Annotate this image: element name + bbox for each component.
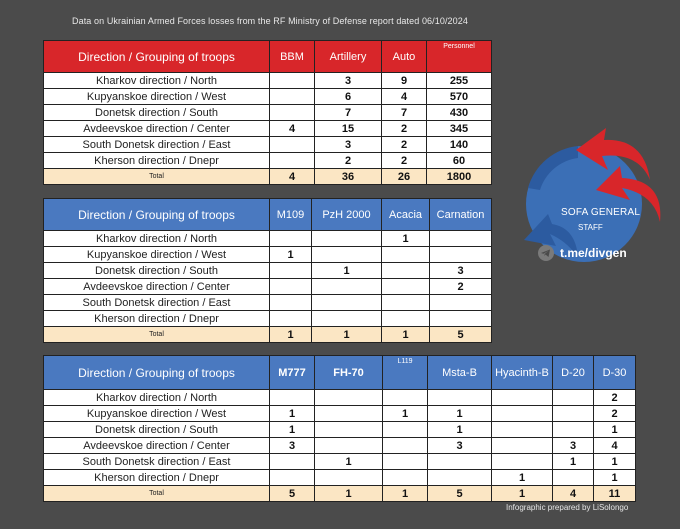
direction-cell: Avdeevskoe direction / Center (44, 121, 270, 137)
direction-cell: Kharkov direction / North (44, 73, 270, 89)
bbm-cell (270, 137, 315, 153)
d30-cell: 2 (594, 406, 636, 422)
direction-cell: Kupyanskoe direction / West (44, 89, 270, 105)
carnation-cell (430, 247, 492, 263)
bbm-cell (270, 73, 315, 89)
artillery-cell: 6 (315, 89, 382, 105)
pzh2000-cell (312, 311, 382, 327)
column-header-artillery: Artillery (315, 41, 382, 73)
m109-cell: 1 (270, 247, 312, 263)
direction-cell: Donetsk direction / South (44, 263, 270, 279)
acacia-cell (382, 263, 430, 279)
personnel-cell: 345 (427, 121, 492, 137)
direction-cell: Avdeevskoe direction / Center (44, 438, 270, 454)
total-label: Total (44, 327, 270, 343)
msta-b-cell (428, 390, 492, 406)
d30-cell: 4 (594, 438, 636, 454)
d30-cell: 1 (594, 454, 636, 470)
fh70-cell (315, 470, 383, 486)
hyacinth-b-cell (492, 454, 553, 470)
table-row (44, 311, 492, 327)
auto-total: 26 (382, 169, 427, 185)
acacia-cell (382, 295, 430, 311)
m109-cell (270, 263, 312, 279)
column-header-fh70: FH-70 (315, 356, 383, 390)
column-header-bbm: BBM (270, 41, 315, 73)
column-header-hyacinth-b: Hyacinth-B (492, 356, 553, 390)
artillery-cell: 3 (315, 73, 382, 89)
column-header-personnel: Personnel (427, 41, 492, 73)
personnel-cell: 570 (427, 89, 492, 105)
table-row (44, 153, 492, 169)
msta-b-cell (428, 470, 492, 486)
direction-cell: Kherson direction / Dnepr (44, 311, 270, 327)
acacia-cell (382, 279, 430, 295)
bbm-cell (270, 105, 315, 121)
d20-cell (553, 422, 594, 438)
table-row (44, 247, 492, 263)
d30-cell: 1 (594, 422, 636, 438)
total-row (44, 486, 636, 502)
carnation-cell: 3 (430, 263, 492, 279)
d20-cell: 3 (553, 438, 594, 454)
column-header-m109: M109 (270, 199, 312, 231)
pzh2000-cell (312, 295, 382, 311)
auto-cell: 2 (382, 121, 427, 137)
table-row (44, 438, 636, 454)
direction-cell: Avdeevskoe direction / Center (44, 279, 270, 295)
carnation-cell: 2 (430, 279, 492, 295)
hyacinth-b-total: 1 (492, 486, 553, 502)
direction-cell: South Donetsk direction / East (44, 137, 270, 153)
direction-cell: Kupyanskoe direction / West (44, 406, 270, 422)
fh70-cell (315, 390, 383, 406)
fh70-cell: 1 (315, 454, 383, 470)
l119-cell (383, 390, 428, 406)
table-row (44, 121, 492, 137)
d20-cell (553, 470, 594, 486)
infographic-credit: Infographic prepared by LiSolongo (506, 503, 629, 512)
msta-b-cell: 1 (428, 406, 492, 422)
artillery-cell: 2 (315, 153, 382, 169)
column-header-d30: D-30 (594, 356, 636, 390)
direction-cell: South Donetsk direction / East (44, 454, 270, 470)
table-row (44, 89, 492, 105)
total-label: Total (44, 486, 270, 502)
d30-cell: 2 (594, 390, 636, 406)
d20-cell (553, 390, 594, 406)
table-losses-artillery-1 (43, 198, 492, 343)
direction-cell: Kharkov direction / North (44, 231, 270, 247)
column-header-direction: Direction / Grouping of troops (44, 199, 270, 231)
table-losses-artillery-2 (43, 355, 636, 502)
carnation-cell (430, 311, 492, 327)
direction-cell: Kherson direction / Dnepr (44, 153, 270, 169)
total-label: Total (44, 169, 270, 185)
auto-cell: 4 (382, 89, 427, 105)
table-row (44, 422, 636, 438)
column-header-carnation: Carnation (430, 199, 492, 231)
m777-cell: 1 (270, 422, 315, 438)
l119-cell (383, 422, 428, 438)
column-header-msta-b: Msta-B (428, 356, 492, 390)
hyacinth-b-cell (492, 422, 553, 438)
column-header-acacia: Acacia (382, 199, 430, 231)
pzh2000-cell (312, 279, 382, 295)
table-losses-general (43, 40, 492, 185)
artillery-cell: 7 (315, 105, 382, 121)
auto-cell: 7 (382, 105, 427, 121)
table-row (44, 137, 492, 153)
personnel-cell: 60 (427, 153, 492, 169)
direction-cell: Kharkov direction / North (44, 390, 270, 406)
m109-cell (270, 295, 312, 311)
artillery-total: 36 (315, 169, 382, 185)
column-header-direction: Direction / Grouping of troops (44, 356, 270, 390)
acacia-cell (382, 311, 430, 327)
fh70-cell (315, 406, 383, 422)
acacia-cell (382, 247, 430, 263)
auto-cell: 2 (382, 153, 427, 169)
fh70-cell (315, 438, 383, 454)
column-header-pzh2000: PzH 2000 (312, 199, 382, 231)
d20-total: 4 (553, 486, 594, 502)
table-row (44, 105, 492, 121)
infographic-title: Data on Ukrainian Armed Forces losses from the RF Ministry of Defense report dated 06/10/2024 (72, 16, 468, 26)
column-header-d20: D-20 (553, 356, 594, 390)
m777-cell: 1 (270, 406, 315, 422)
fh70-total: 1 (315, 486, 383, 502)
artillery-cell: 15 (315, 121, 382, 137)
m777-cell (270, 470, 315, 486)
personnel-cell: 255 (427, 73, 492, 89)
d30-cell: 1 (594, 470, 636, 486)
pzh2000-cell (312, 247, 382, 263)
l119-cell: 1 (383, 406, 428, 422)
table-row (44, 454, 636, 470)
m109-cell (270, 311, 312, 327)
l119-cell (383, 454, 428, 470)
total-row (44, 169, 492, 185)
d20-cell (553, 406, 594, 422)
pzh2000-total: 1 (312, 327, 382, 343)
table-row (44, 390, 636, 406)
table-row (44, 73, 492, 89)
bbm-total: 4 (270, 169, 315, 185)
table-row (44, 406, 636, 422)
direction-cell: Kherson direction / Dnepr (44, 470, 270, 486)
column-header-l119: L119 (383, 356, 428, 390)
telegram-icon (538, 245, 554, 261)
personnel-cell: 140 (427, 137, 492, 153)
bbm-cell: 4 (270, 121, 315, 137)
bbm-cell (270, 153, 315, 169)
table-row (44, 263, 492, 279)
hyacinth-b-cell (492, 438, 553, 454)
m109-total: 1 (270, 327, 312, 343)
hyacinth-b-cell (492, 390, 553, 406)
column-header-auto: Auto (382, 41, 427, 73)
msta-b-cell: 1 (428, 422, 492, 438)
logo-text-line1: SOFA GENERAL (561, 207, 641, 218)
direction-cell: Donetsk direction / South (44, 105, 270, 121)
m777-total: 5 (270, 486, 315, 502)
l119-cell (383, 470, 428, 486)
hyacinth-b-cell: 1 (492, 470, 553, 486)
direction-cell: Donetsk direction / South (44, 422, 270, 438)
auto-cell: 2 (382, 137, 427, 153)
acacia-cell: 1 (382, 231, 430, 247)
carnation-cell (430, 231, 492, 247)
total-row (44, 327, 492, 343)
fh70-cell (315, 422, 383, 438)
m777-cell (270, 454, 315, 470)
column-header-m777: M777 (270, 356, 315, 390)
artillery-cell: 3 (315, 137, 382, 153)
m109-cell (270, 231, 312, 247)
logo-text-line2: STAFF (578, 223, 603, 232)
m777-cell: 3 (270, 438, 315, 454)
table-row (44, 295, 492, 311)
table-row (44, 279, 492, 295)
l119-total: 1 (383, 486, 428, 502)
personnel-total: 1800 (427, 169, 492, 185)
direction-cell: Kupyanskoe direction / West (44, 247, 270, 263)
hyacinth-b-cell (492, 406, 553, 422)
acacia-total: 1 (382, 327, 430, 343)
m777-cell (270, 390, 315, 406)
personnel-cell: 430 (427, 105, 492, 121)
pzh2000-cell (312, 231, 382, 247)
bbm-cell (270, 89, 315, 105)
msta-b-cell (428, 454, 492, 470)
msta-b-total: 5 (428, 486, 492, 502)
direction-cell: South Donetsk direction / East (44, 295, 270, 311)
table-row (44, 231, 492, 247)
d30-total: 11 (594, 486, 636, 502)
l119-cell (383, 438, 428, 454)
telegram-link[interactable]: t.me/divgen (560, 246, 627, 260)
table-row (44, 470, 636, 486)
pzh2000-cell: 1 (312, 263, 382, 279)
d20-cell: 1 (553, 454, 594, 470)
column-header-direction: Direction / Grouping of troops (44, 41, 270, 73)
msta-b-cell: 3 (428, 438, 492, 454)
auto-cell: 9 (382, 73, 427, 89)
carnation-total: 5 (430, 327, 492, 343)
carnation-cell (430, 295, 492, 311)
telegram-link-row[interactable] (538, 245, 627, 261)
m109-cell (270, 279, 312, 295)
